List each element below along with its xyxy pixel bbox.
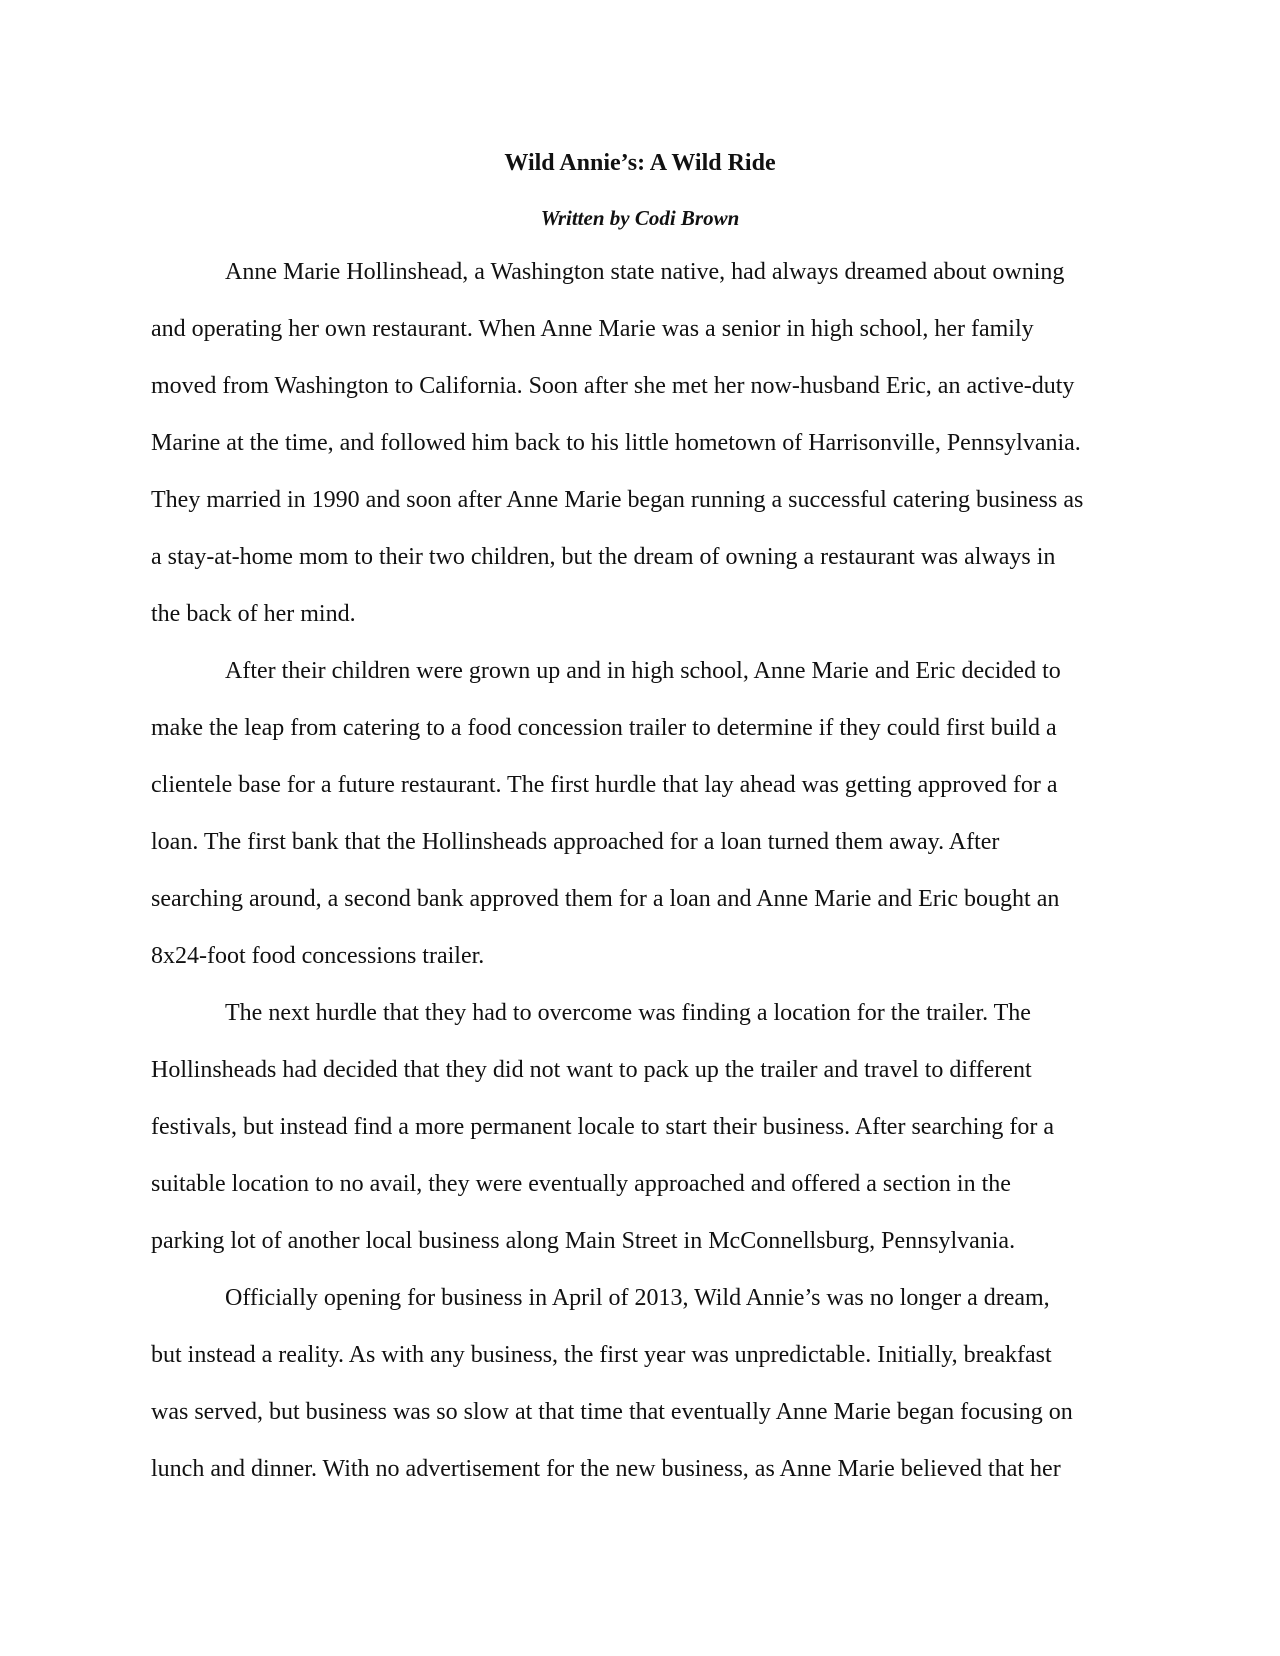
- body-line: and operating her own restaurant. When Anne Marie was a senior in high school, her family: [151, 316, 1034, 342]
- body-line: was served, but business was so slow at that time that eventually Anne Marie began focusing on: [151, 1399, 1073, 1425]
- body-line: suitable location to no avail, they were eventually approached and offered a section in the: [151, 1171, 1011, 1197]
- body-line: but instead a reality. As with any business, the first year was unpredictable. Initially, breakfast: [151, 1342, 1052, 1368]
- body-line: They married in 1990 and soon after Anne Marie began running a successful catering business as: [151, 487, 1084, 513]
- body-line: Marine at the time, and followed him back to his little hometown of Harrisonville, Pennsylvania.: [151, 430, 1081, 456]
- body-line: After their children were grown up and in high school, Anne Marie and Eric decided to: [225, 658, 1061, 684]
- body-line: Anne Marie Hollinshead, a Washington state native, had always dreamed about owning: [225, 259, 1065, 285]
- body-line: a stay-at-home mom to their two children, but the dream of owning a restaurant was always in: [151, 544, 1056, 570]
- body-line: The next hurdle that they had to overcome was finding a location for the trailer. The: [225, 1000, 1031, 1026]
- body-line: searching around, a second bank approved them for a loan and Anne Marie and Eric bought an: [151, 886, 1060, 912]
- document-title: Wild Annie’s: A Wild Ride: [504, 150, 776, 176]
- body-line: 8x24-foot food concessions trailer.: [151, 943, 485, 969]
- body-line: Officially opening for business in April of 2013, Wild Annie’s was no longer a dream,: [225, 1285, 1050, 1311]
- body-line: clientele base for a future restaurant. The first hurdle that lay ahead was getting approved for a: [151, 772, 1058, 798]
- body-line: make the leap from catering to a food concession trailer to determine if they could first build a: [151, 715, 1057, 741]
- body-line: festivals, but instead find a more permanent locale to start their business. After searching for a: [151, 1114, 1055, 1140]
- document-byline: Written by Codi Brown: [540, 206, 740, 230]
- body-line: Hollinsheads had decided that they did not want to pack up the trailer and travel to different: [151, 1057, 1032, 1083]
- body-line: lunch and dinner. With no advertisement for the new business, as Anne Marie believed that her: [151, 1456, 1061, 1482]
- body-line: moved from Washington to California. Soon after she met her now-husband Eric, an active-duty: [151, 373, 1075, 399]
- body-line: the back of her mind.: [151, 601, 356, 627]
- body-line: parking lot of another local business along Main Street in McConnellsburg, Pennsylvania.: [151, 1228, 1016, 1254]
- body-line: loan. The first bank that the Hollinsheads approached for a loan turned them away. After: [151, 829, 1000, 855]
